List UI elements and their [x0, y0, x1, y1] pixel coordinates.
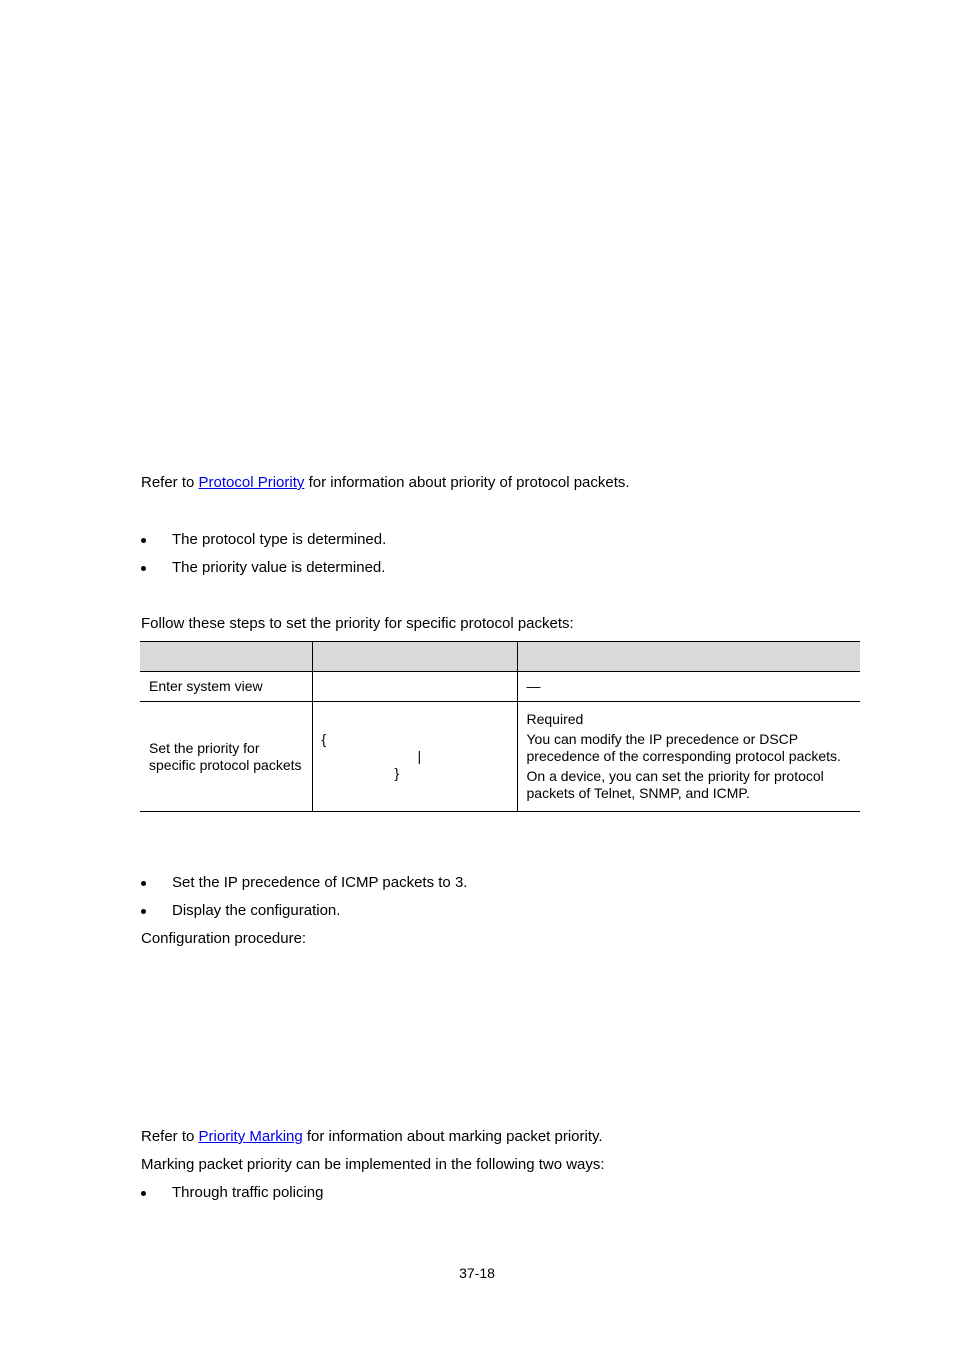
marking-paragraph — [141, 1128, 603, 1146]
marking-text: Refer to — [141, 1128, 199, 1145]
configuration-procedure-label: Configuration procedure: — [141, 930, 307, 947]
marking-ways-paragraph: Marking packet priority can be implemented in the following two ways: — [141, 1156, 605, 1173]
header-remarks — [517, 642, 860, 672]
configuration-steps-table — [140, 641, 860, 812]
table-row — [140, 672, 860, 702]
bullet-icon — [141, 566, 146, 571]
bullet-icon — [141, 1191, 146, 1196]
bullet-icon — [141, 538, 146, 543]
remarks-cell: — — [517, 672, 860, 702]
remark-required: Required — [526, 711, 584, 727]
marking-text-tail: for information about marking packet priority. — [302, 1128, 603, 1145]
header-command — [312, 642, 517, 672]
table-header-row — [140, 642, 860, 672]
protocol-priority-link[interactable]: Protocol Priority — [198, 474, 305, 491]
remark-line: You can modify the IP precedence or DSCP precedence of the corresponding protocol packets. — [526, 731, 841, 764]
remark-line: On a device, you can set the priority for protocol packets of Telnet, SNMP, and ICMP. — [526, 768, 824, 801]
intro-text-tail: for information about priority of protocol packets. — [304, 474, 630, 491]
command-cell — [312, 672, 517, 702]
operation-cell: Enter system view — [140, 672, 312, 702]
intro-paragraph — [141, 474, 630, 492]
intro-text: Refer to — [141, 474, 199, 491]
page-number: 37-18 — [459, 1265, 495, 1281]
operation-cell: Set the priority for specific protocol packets — [140, 702, 312, 812]
command-brace-open: { — [321, 731, 327, 747]
header-operation — [140, 642, 312, 672]
bullet-icon — [141, 909, 146, 914]
table-row — [140, 702, 860, 812]
command-brace-close: } — [394, 765, 400, 781]
command-separator: | — [417, 748, 422, 764]
bullet-icon — [141, 881, 146, 886]
steps-intro: Follow these steps to set the priority for specific protocol packets: — [141, 615, 574, 632]
command-cell — [312, 702, 517, 812]
priority-marking-link[interactable]: Priority Marking — [198, 1128, 303, 1145]
remarks-cell — [517, 702, 860, 812]
